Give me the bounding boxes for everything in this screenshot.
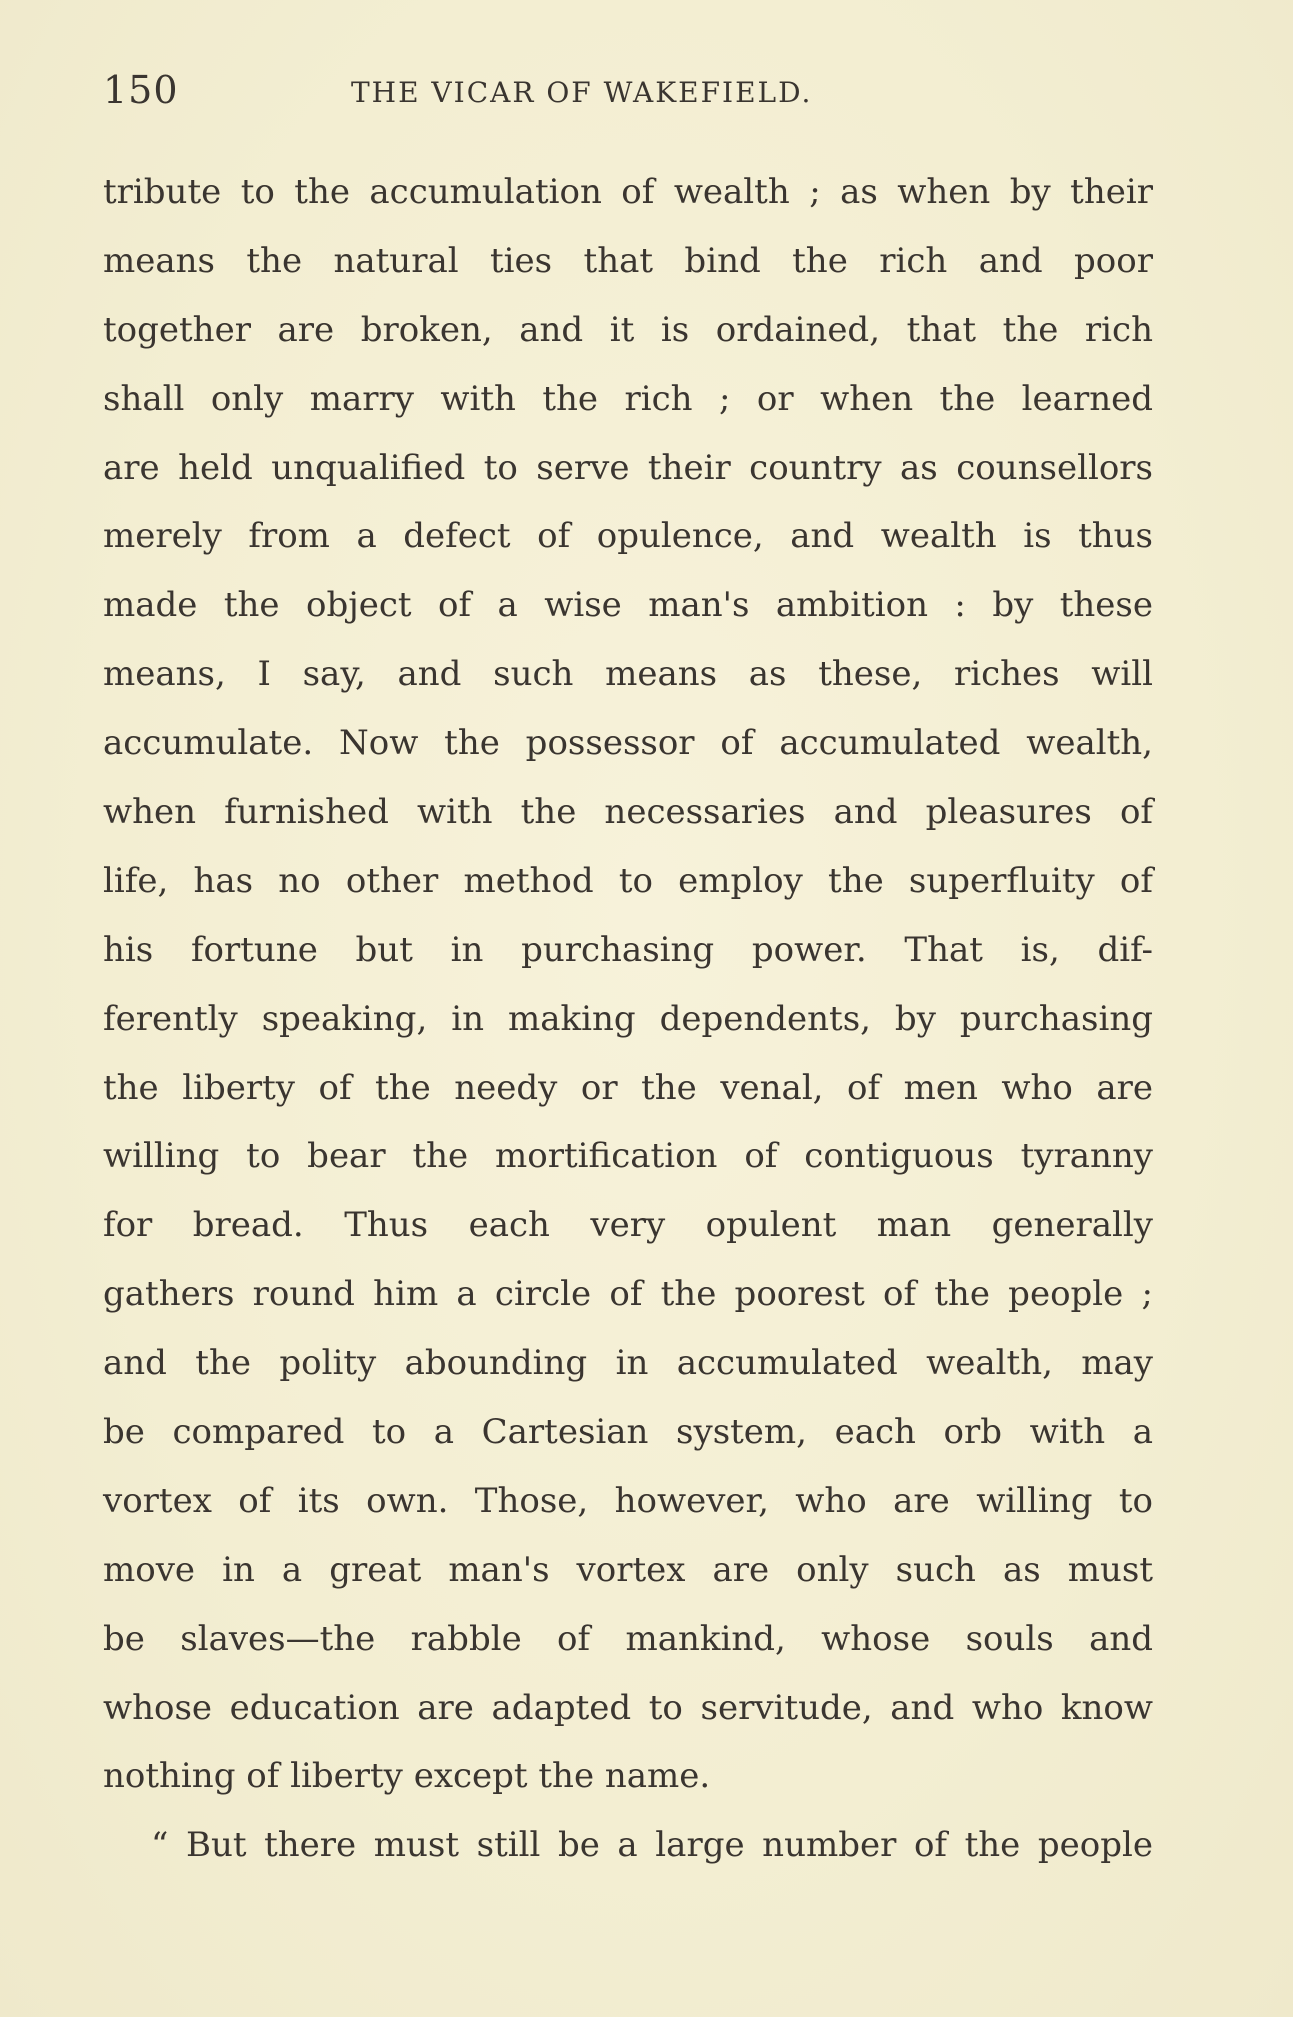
text-line: shall only marry with the rich ; or when the learned [103,378,1153,419]
text-line: his fortune but in purchasing power. That is, dif- [103,929,1153,970]
page-header [103,68,1153,118]
text-line: be compared to a Cartesian system, each orb with a [103,1412,1153,1453]
text-line: gathers round him a circle of the poorest of the people ; [103,1274,1153,1315]
text-line: accumulate. Now the possessor of accumulated wealth, [103,723,1153,764]
text-line: tribute to the accumulation of wealth ; as when by their [103,172,1153,212]
page-number: 150 [103,68,179,112]
text-line: willing to bear the mortification of contiguous tyranny [103,1136,1153,1177]
running-head: THE VICAR OF WAKEFIELD. [351,76,813,109]
text-line: are held unqualified to serve their country as counsellors [103,447,1153,488]
text-line: the liberty of the needy or the venal, of men who are [103,1067,1153,1108]
text-line: move in a great man's vortex are only such as must [103,1549,1153,1590]
text-line: be slaves—the rabble of mankind, whose souls and [103,1618,1153,1659]
text-line: together are broken, and it is ordained, that the rich [103,309,1153,350]
text-line: and the polity abounding in accumulated wealth, may [103,1343,1153,1384]
text-line: for bread. Thus each very opulent man generally [103,1205,1153,1246]
text-line: ferently speaking, in making dependents, by purchasing [103,998,1153,1039]
text-line: merely from a defect of opulence, and wealth is thus [103,516,1153,557]
text-line: means, I say, and such means as these, riches will [103,654,1153,695]
text-line: life, has no other method to employ the superfluity of [103,860,1153,901]
text-line: when furnished with the necessaries and pleasures of [103,792,1153,833]
paragraph-end-line: nothing of liberty except the name. [103,1756,711,1797]
text-line: means the natural ties that bind the rich and poor [103,240,1153,281]
text-line: made the object of a wise man's ambition : by these [103,585,1153,626]
body-text [103,158,1153,1880]
text-line: vortex of its own. Those, however, who are willing to [103,1480,1153,1521]
paragraph-start-line: “ But there must still be a large number of the people [151,1825,1153,1866]
text-line: whose education are adapted to servitude, and who know [103,1687,1153,1728]
